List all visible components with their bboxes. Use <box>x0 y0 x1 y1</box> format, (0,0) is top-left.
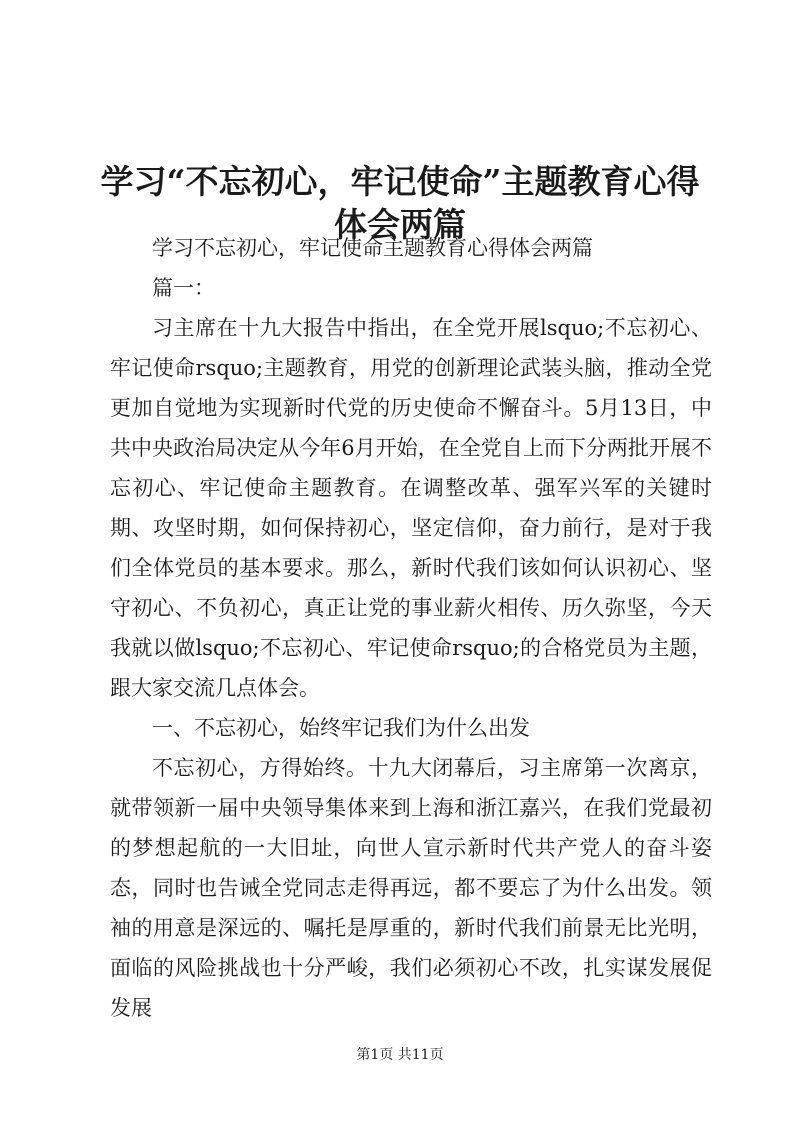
section-label-paragraph: 篇一： <box>152 276 215 300</box>
subtitle-paragraph: 学习不忘初心，牢记使命主题教育心得体会两篇 <box>152 236 593 260</box>
document-title: 学习“不忘初心，牢记使命”主题教育心得体会两篇 <box>100 162 700 245</box>
body-paragraph: 习主席在十九大报告中指出，在全党开展lsquo;不忘初心、牢记使命rsquo;主题教育，用党的创新理论武装头脑，推动全党更加自觉地为实现新时代党的历史使命不懈奋斗。5月13日，中共中央政治局决定从今年6月开始，在全党自上而下分两批开展不忘初心、牢记使命主题教育。在调整改革、强军兴军的关键时期、攻坚时期，如何保持初心，坚定信仰，奋力前行，是对于我们全体党员的基本要求。那么，新时代我们该如何认识初心、坚守初心、不负初心，真正让党的事业薪火相传、历久弥坚，今天我就以做lsquo;不忘初心、牢记使命rsquo;的合格党员为主题，跟大家交流几点体会。 <box>110 316 712 700</box>
page-footer: 第1页 共11页 <box>356 1047 444 1063</box>
section-heading-paragraph: 一、不忘初心，始终牢记我们为什么出发 <box>152 716 530 740</box>
document-body <box>110 228 712 1028</box>
body-paragraph: 不忘初心，方得始终。十九大闭幕后，习主席第一次离京，就带领新一届中央领导集体来到上海和浙江嘉兴，在我们党最初的梦想起航的一大旧址，向世人宣示新时代共产党人的奋斗姿态，同时也告诫全党同志走得再远，都不要忘了为什么出发。领袖的用意是深远的、嘱托是厚重的，新时代我们前景无比光明，面临的风险挑战也十分严峻，我们必须初心不改，扎实谋发展促发展 <box>110 756 712 1020</box>
